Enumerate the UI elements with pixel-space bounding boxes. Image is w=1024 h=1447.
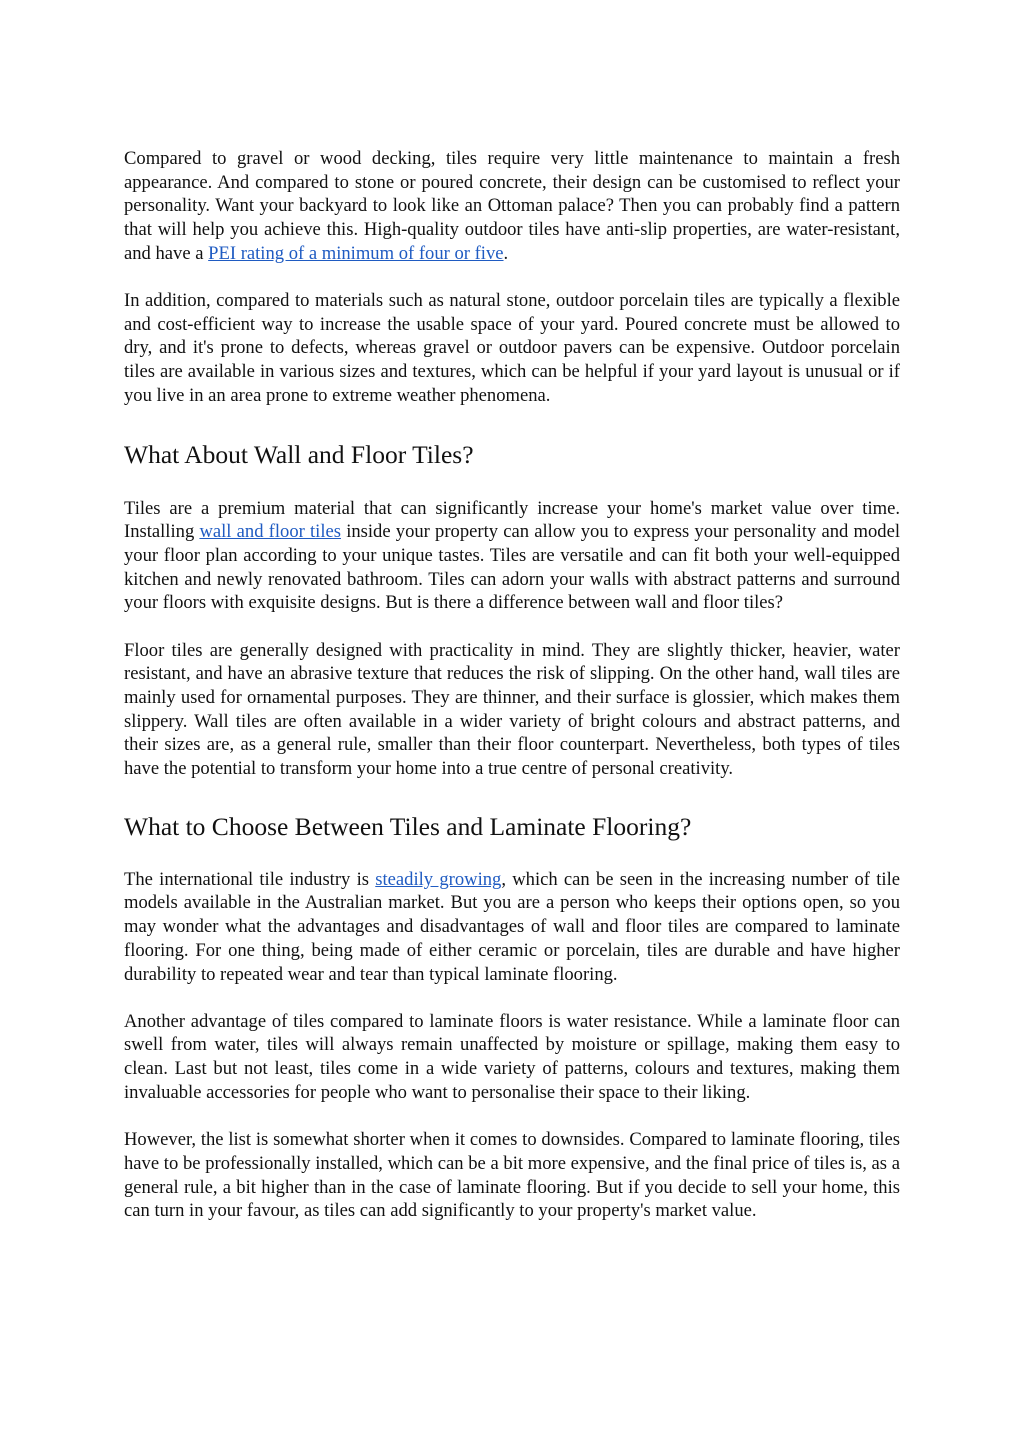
paragraph-text: Compared to gravel or wood decking, tiles require very little maintenance to maintain a fresh appearance. And compared to stone or poured concrete, their design can be customised to reflect your personality. Want your backyard to look like an Ottoman palace? Then you can probably find a pattern that will help you achieve this. High-quality outdoor tiles have anti-slip properties, are water-resistant, and have a bbox=[124, 148, 900, 264]
paragraph-text: inside your property can allow you to express your personality and model your floor plan according to your unique tastes. Tiles are versatile and can fit both your well-equipped kitchen and newly renovated bathroom. Tiles can adorn your walls with abstract patterns and surround your floors with exquisite designs. But is there a difference between wall and floor tiles? bbox=[124, 521, 900, 614]
paragraph-text: Tiles are a premium material that can significantly increase your home's market value over time. Installing bbox=[124, 497, 900, 543]
paragraph-water-resistance: Another advantage of tiles compared to laminate floors is water resistance. While a laminate floor can swell from water, tiles will always remain unaffected by moisture or spillage, making them easy to clean. Last but not least, tiles come in a wide variety of patterns, colours and textures, making them invaluable accessories for people who want to personalise their space to their liking. bbox=[124, 1010, 900, 1103]
paragraph-outdoor-maintenance bbox=[124, 147, 900, 266]
paragraph-premium-material bbox=[124, 497, 900, 616]
pei-rating-link[interactable]: PEI rating of a minimum of four or five bbox=[208, 242, 504, 264]
heading-wall-floor-tiles: What About Wall and Floor Tiles? bbox=[124, 439, 474, 469]
paragraph-text: . bbox=[503, 242, 509, 264]
paragraph-text: The international tile industry is bbox=[124, 868, 376, 890]
wall-floor-tiles-link[interactable]: wall and floor tiles bbox=[199, 521, 341, 543]
steadily-growing-link[interactable]: steadily growing bbox=[375, 868, 502, 890]
paragraph-outdoor-porcelain: In addition, compared to materials such as natural stone, outdoor porcelain tiles are typically a flexible and cost-efficient way to increase the usable space of your yard. Poured concrete must be allowed to dry, and it's prone to defects, whereas gravel or outdoor pavers can be expensive. Outdoor porcelain tiles are available in various sizes and textures, which can be helpful if your yard layout is unusual or if you live in an area prone to extreme weather phenomena. bbox=[124, 290, 900, 406]
heading-tiles-vs-laminate: What to Choose Between Tiles and Laminate Flooring? bbox=[124, 811, 692, 841]
paragraph-floor-tiles-practicality: Floor tiles are generally designed with practicality in mind. They are slightly thicker, heavier, water resistant, and have an abrasive texture that reduces the risk of slipping. On the other hand, wall tiles are mainly used for ornamental purposes. They are thinner, and their surface is glossier, which makes them slippery. Wall tiles are often available in a wider variety of bright colours and abstract patterns, and their sizes are, as a general rule, smaller than their floor counterpart. Nevertheless, both types of tiles have the potential to transform your home into a true centre of personal creativity. bbox=[124, 639, 900, 780]
paragraph-downsides: However, the list is somewhat shorter when it comes to downsides. Compared to laminate flooring, tiles have to be professionally installed, which can be a bit more expensive, and the final price of tiles is, as a general rule, a bit higher than in the case of laminate flooring. But if you decide to sell your home, this can turn in your favour, as tiles can add significantly to your property's market value. bbox=[124, 1129, 900, 1222]
document-page bbox=[124, 147, 900, 1223]
paragraph-tile-industry bbox=[124, 868, 900, 987]
paragraph-text: , which can be seen in the increasing number of tile models available in the Australian market. But you are a person who keeps their options open, so you may wonder what the advantages and disadvantages of wall and floor tiles are compared to laminate flooring. For one thing, being made of either ceramic or porcelain, tiles are durable and have higher durability to repeated wear and tear than typical laminate flooring. bbox=[124, 868, 900, 985]
